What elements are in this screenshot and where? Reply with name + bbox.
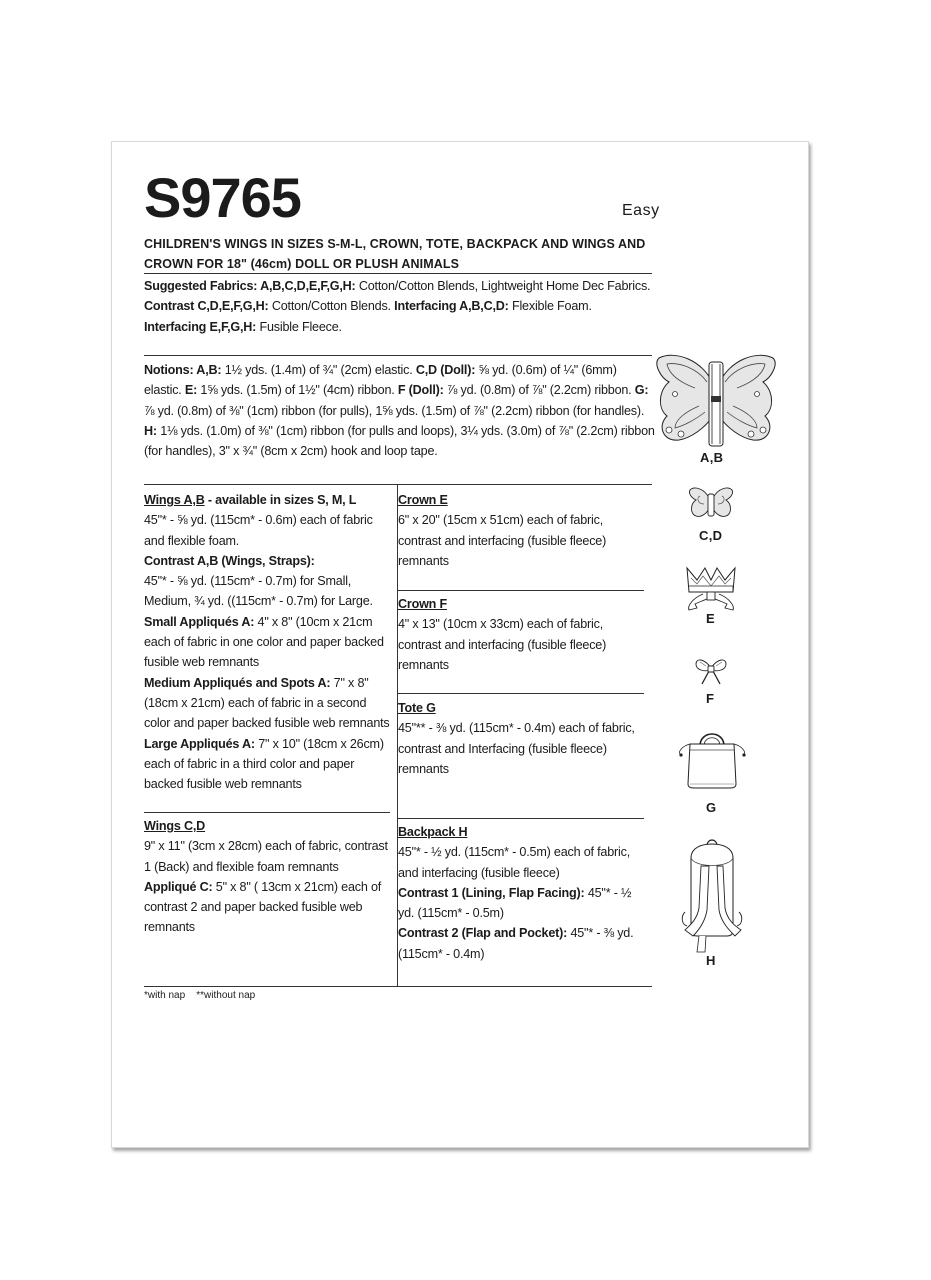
section-label: Small Appliqués A: [144,614,255,629]
section-text: 45"* - ½ yd. (115cm* - 0.5m) each of fabric, and interfacing (fusible fleece) [398,845,631,880]
fabrics-section [144,276,654,337]
notions-label: G: [634,383,649,398]
difficulty-label: Easy [622,202,660,219]
footnote [144,990,255,1001]
section-heading: Crown F [398,597,447,611]
section-label: Contrast 2 (Flap and Pocket): [398,926,568,941]
caption-ab: A,B [700,450,724,465]
butterfly-wings-illustration [655,352,777,446]
footnote-with-nap: *with nap [144,990,186,1001]
notions-label: E: [184,383,198,398]
bow-illustration [694,656,728,686]
notions-text: ⅞ yd. (0.8m) of ⅞" (2.2cm) ribbon. [443,383,635,398]
caption-e: E [706,611,715,626]
section-text: 45"* - ⅜ yd. (115cm* - 0.4m) [398,926,634,961]
divider [144,273,652,274]
divider [397,818,644,819]
section-text: 4" x 13" (10cm x 33cm) each of fabric, contrast and interfacing (fusible fleece) remnants [398,617,607,672]
section-heading: Backpack H [398,825,468,839]
divider [397,590,644,591]
divider [144,484,652,485]
section-heading: Crown E [398,493,448,507]
divider [397,693,644,694]
section-text: 45"* - ⅝ yd. (115cm* - 0.7m) for Small, Medium, ¾ yd. ((115cm* - 0.7m) for Large. [144,574,373,609]
section-label: Appliqué C: [144,879,213,894]
notions-label: F (Doll): [397,383,444,398]
interfacing-text: Fusible Fleece. [256,319,342,334]
caption-h: H [706,953,716,968]
section-label: Medium Appliqués and Spots A: [144,675,331,690]
caption-g: G [706,800,717,815]
pattern-title: CHILDREN'S WINGS IN SIZES S-M-L, CROWN, TOTE, BACKPACK AND WINGS AND CROWN FOR 18" (46cm) DOLL OR PLUSH ANIMALS [144,237,646,271]
footnote-without-nap: **without nap [196,990,256,1001]
interfacing-label: Interfacing A,B,C,D: [394,299,509,314]
interfacing-text: Flexible Foam. [508,299,592,314]
pattern-number: S9765 [144,166,301,229]
section-heading-suffix: - available in sizes S, M, L [204,493,357,507]
notions-text: 1⅛ yds. (1.0m) of ⅜" (1cm) ribbon (for pulls and loops), 3¼ yds. (3.0m) of ⅞" (2.2cm) ribbon (for handles), 3" x ¾" (8cm x 2cm) hook and loop tape. [144,423,655,459]
interfacing-label: Interfacing E,F,G,H: [144,319,257,334]
crown-illustration [683,564,739,614]
fabrics-label: Suggested Fabrics: A,B,C,D,E,F,G,H: [144,279,356,293]
tote-g-section [398,698,644,779]
section-label: Contrast 1 (Lining, Flap Facing): [398,885,585,900]
backpack-illustration [679,838,745,954]
section-text: 5" x 8" ( 13cm x 21cm) each of contrast 2 and paper backed fusible web remnants [144,879,382,935]
section-label: Large Appliqués A: [144,736,255,751]
section-text: 6" x 20" (15cm x 51cm) each of fabric, contrast and interfacing (fusible fleece) remnants [398,513,607,568]
caption-f: F [706,691,715,706]
contrast-text: Cotton/Cotton Blends. [268,299,395,314]
caption-cd: C,D [699,528,723,543]
notions-label: H: [144,423,157,438]
tote-bag-illustration [678,728,748,790]
section-label: Contrast A,B (Wings, Straps): [144,553,315,568]
fabrics-text: Cotton/Cotton Blends, Lightweight Home Dec Fabrics. [355,279,651,293]
section-heading: Tote G [398,701,436,715]
small-wings-illustration [688,486,734,522]
wings-cd-section [144,816,392,938]
backpack-h-section [398,822,648,964]
notions-text: ⅝ yd. (0.6m) of ¼" (6mm) elastic. [144,363,617,398]
crown-e-section [398,490,644,571]
section-text: 7" x 10" (18cm x 26cm) each of fabric in a third color and paper backed fusible web remnants [144,736,384,792]
crown-f-section [398,594,644,675]
section-text: 45"* - ½ yd. (115cm* - 0.5m) [398,885,632,921]
notions-text: 1⅝ yds. (1.5m) of 1½" (4cm) ribbon. [197,383,398,398]
notions-text: 1½ yds. (1.4m) of ¾" (2cm) elastic. [221,363,416,377]
divider [144,986,652,987]
divider [144,812,390,813]
notions-text: ⅞ yd. (0.8m) of ⅜" (1cm) ribbon (for pulls), 1⅝ yds. (1.5m) of ⅞" (2.2cm) ribbon (for handles). [144,403,645,418]
section-text: 45"* - ⅝ yd. (115cm* - 0.6m) each of fabric and flexible foam. [144,513,373,548]
wings-ab-section [144,490,394,794]
section-text: 4" x 8" (10cm x 21cm each of fabric in one color and paper backed fusible web remnants [144,614,384,670]
divider [144,355,652,356]
section-text: 9" x 11" (3cm x 28cm) each of fabric, contrast 1 (Back) and flexible foam remnants [144,839,388,874]
section-text: 45"** - ⅜ yd. (115cm* - 0.4m) each of fabric, contrast and Interfacing (fusible fleece) remnants [398,721,635,776]
section-heading: Wings C,D [144,819,206,833]
contrast-label: Contrast C,D,E,F,G,H: [144,299,269,314]
notions-section [144,360,656,461]
section-text: 7" x 8" (18cm x 21cm) each of fabric in a second color and paper backed fusible web remnants [144,675,390,731]
notions-label: Notions: A,B: [144,363,222,377]
section-heading: Wings A,B [144,493,205,507]
notions-label: C,D (Doll): [415,363,476,377]
